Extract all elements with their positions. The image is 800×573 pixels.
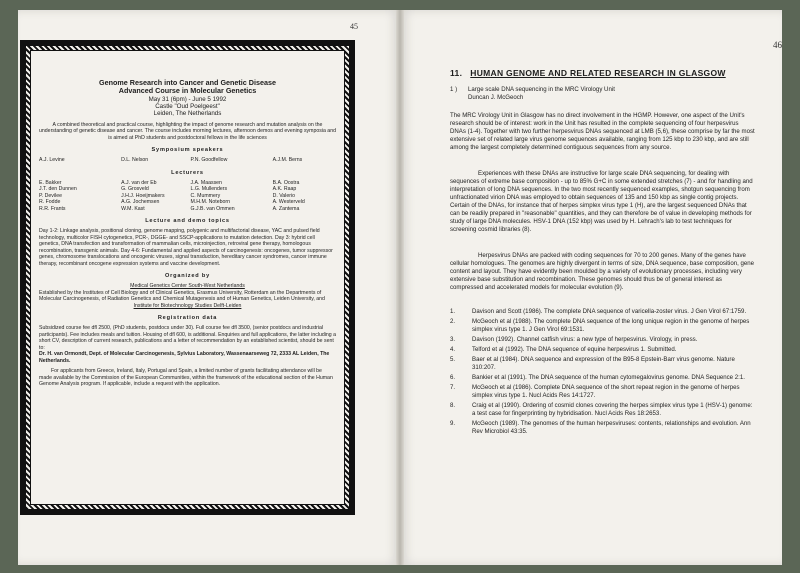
- topics-text: Day 1-2: Linkage analysis, positional cloning, genome mapping, polygenic and multifactorial disease, YAC and pulsed field technology, multicolor FISH cytogenetics, PCR-, DGGE- and SSCP-applications to mutation detection. Day 3: hybrid cell genetics, DNA transfection and transformation of mammalian cells, microinjection, retroviral gene therapy, homologous recombination, transgenic animals. Day 4-6: Fundamental and applied aspects of carcinogenesis: oncogenes, tumor suppressor genes, chromosome translocations and oncogenic viruses, signal transduction, hereditary cancer syndromes, cancer immune therapy, recombinant oncogene expression systems and vaccine development.: [39, 228, 333, 267]
- left-page-number: 45: [350, 22, 358, 31]
- lecturer: R.R. Frants: [39, 205, 66, 212]
- reference-number: 8.: [450, 402, 456, 410]
- established-text: Established by the Institutes of Cell Biology and of Clinical Genetics, Erasmus University, Rotterdam an the Departments of Molecular Carcinogenesis, of Radiation Genetics and Chemical Mutagenesis and of Human Genetics, Leiden University, and: [39, 289, 325, 303]
- lecturer: J.H.J. Hoeijmakers: [121, 192, 165, 199]
- symposium-speakers: [39, 157, 336, 164]
- announcement-venue: Castle "Oud Poelgeest": [155, 103, 220, 110]
- reference-number: 2.: [450, 318, 456, 326]
- reference-item: [450, 402, 755, 418]
- item-author: Duncan J. McGeoch: [468, 94, 524, 102]
- reference-text: Craig et al (1990). Ordering of cosmid clones covering the herpes simplex virus type 1 (HSV-1) genome: a test case for fingerprinting by hybridisation. Nucl Acids Res 18:2653.: [472, 402, 753, 418]
- item-heading: [450, 86, 755, 102]
- reference-number: 7.: [450, 384, 456, 392]
- grants-text: For applicants from Greece, Ireland, Italy, Portugal and Spain, a limited number of grants facilitating attendance will be made available by the Commission of the European Communities, within the framework of the educational section of the Human Genome Analysis program. If applicable, include a request with the application.: [39, 368, 333, 388]
- lecturer: P. Devilee: [39, 192, 62, 199]
- symposium-heading: Symposium speakers: [151, 147, 224, 154]
- reference-number: 9.: [450, 420, 456, 428]
- organized-heading: Organized by: [164, 273, 211, 280]
- right-page-number: 46: [773, 40, 782, 50]
- lecturers-list: [39, 180, 336, 213]
- organizer-name: Medical Genetics Center South-West Netherlands: [130, 283, 245, 290]
- announcement-intro: A combined theoretical and practical course, highlighting the impact of genome research and mutation analysis on the understanding of genetic disease and cancer. The course includes morning lectures, afternoon demos and evening symposia and is aimed at PhD students and postdoctoral fellows in the life sciences: [39, 121, 336, 141]
- reference-text: Davison and Scott (1986). The complete DNA sequence of varicella-zoster virus. J Gen Virol 67:1759.: [472, 308, 747, 315]
- announcement-title-line1: Genome Research into Cancer and Genetic Disease: [99, 78, 276, 87]
- paragraph-1: The MRC Virology Unit in Glasgow has no direct involvement in the HGMP. However, one aspect of the Unit's research should be of interest: work in the Unit has resulted in the complete sequencing of four herpesvirus DNAs (1-4). Together with two further herpesvirus DNAs sequenced at LMB (5,6), these comprise by far the most extensive set of related large virus genome sequences available, ranging from 125 kbp to 230 kbp, and are still among the largest completely determined contiguous sequences from any source.: [450, 112, 755, 152]
- reference-text: Telford et al (1992). The DNA sequence of equine herpesvirus 1. Submitted.: [472, 346, 677, 354]
- reference-item: [450, 346, 755, 354]
- reference-number: 3.: [450, 336, 456, 344]
- reference-item: [450, 374, 755, 382]
- speaker: D.L. Nelson: [121, 157, 149, 164]
- registration-heading: Registration data: [157, 315, 218, 322]
- section-number: 11.: [450, 68, 463, 78]
- announcement-date: May 31 (6pm) - June 5 1992: [148, 95, 227, 103]
- lecturer: A. Zantema: [272, 205, 300, 212]
- reference-item: [450, 336, 755, 344]
- topics-heading: Lecture and demo topics: [145, 218, 230, 225]
- speaker: A.J.M. Berns: [272, 157, 303, 164]
- reference-text: Baer et al (1984). DNA sequence and expression of the B95-8 Epstein-Barr virus genome. Nature 310:207.: [472, 356, 735, 372]
- lecturer: J.A. Maassen: [190, 179, 222, 186]
- lecturer: E. Bakker: [39, 179, 62, 186]
- lecturer: A.G. Jochemsen: [121, 199, 160, 206]
- announcement-location: Leiden, The Netherlands: [153, 110, 222, 118]
- lecturer: G.J.B. van Ommen: [190, 205, 235, 212]
- institute-name: Institute for Biotechnology Studies Delft-Leiden: [133, 302, 242, 309]
- reference-text: Bankier et al (1991). The DNA sequence of the human cytomegalovirus genome. DNA Sequence 2:1.: [472, 374, 745, 382]
- section-title: HUMAN GENOME AND RELATED RESEARCH IN GLASGOW: [470, 68, 726, 78]
- reference-list: [450, 308, 755, 438]
- paragraph-3: Herpesvirus DNAs are packed with coding sequences for 70 to 200 genes. Many of the genes have cellular homologues. The genomes are highly divergent in terms of size, DNA sequence, base composition, gene content and layout. They have evidently been moulded by a variety of evolutionary processes, including very extensive base substitution and recombination. These genomes should thus be of general interest as compressed and accelerated models for molecular evolution (9).: [450, 252, 755, 292]
- item-label: 1 ): [450, 86, 458, 93]
- announcement-title-line2: Advanced Course in Molecular Genetics: [118, 86, 257, 96]
- reference-text: McGeoch (1989). The genomes of the human herpesviruses: contents, relationships and evolution. Ann Rev Microbiol 43:35.: [472, 420, 751, 436]
- speaker: A.J. Levine: [39, 157, 65, 164]
- lecturer: L.G. Mullenders: [190, 186, 228, 193]
- lecturer: B.A. Oostra: [272, 179, 300, 186]
- reference-item: [450, 384, 755, 400]
- reference-item: [450, 420, 755, 436]
- course-announcement-frame: [20, 40, 355, 515]
- reference-item: [450, 318, 755, 334]
- lecturer: A.J. van der Eb: [121, 179, 157, 186]
- reference-item: [450, 308, 755, 316]
- reference-item: [450, 356, 755, 372]
- reference-number: 5.: [450, 356, 456, 364]
- lecturer: M.H.M. Noteborn: [190, 199, 230, 206]
- reference-number: 4.: [450, 346, 456, 354]
- lecturer: R. Fodde: [39, 199, 61, 206]
- reference-text: McGeoch et al (1988). The complete DNA sequence of the long unique region in the genome of herpes simplex virus type 1. J Gen Virol 69:1531.: [472, 318, 750, 334]
- contact-address: Dr. H. van Ormondt, Dept. of Molecular Carcinogenesis, Sylvius Laboratory, Wassenaarseweg 72, 2333 AL Leiden, The Netherlands.: [39, 351, 330, 364]
- item-title: Large scale DNA sequencing in the MRC Virology Unit: [468, 86, 615, 93]
- lecturer: G. Grosveld: [121, 186, 149, 193]
- lecturer: C. Mummery: [190, 192, 221, 199]
- speaker: P.N. Goodfellow: [190, 157, 228, 164]
- course-announcement: [30, 50, 345, 505]
- lecturer: W.M. Kast: [121, 205, 145, 212]
- reference-text: Davison (1992). Channel catfish virus: a new type of herpesvirus. Virology, in press.: [472, 336, 698, 344]
- lecturer: A.K. Raap: [272, 186, 297, 193]
- reference-number: 1.: [450, 308, 456, 315]
- reference-text: McGeoch et al (1986). Complete DNA sequence of the short repeat region in the genome of herpes simplex virus type 1. Nucl Acids Res 14:1727.: [472, 384, 740, 400]
- lecturer: J.T. den Dunnen: [39, 186, 77, 193]
- lecturer: A. Westerveld: [272, 199, 305, 206]
- book-spine: [396, 10, 404, 565]
- paragraph-2: Experiences with these DNAs are instructive for large scale DNA sequencing, for dealing with sequences of extreme base composition - up to 85% G+C in some extended stretches (7) - and for handling and interpretation of long DNA sequences. In the two most recently sequenced examples, shotgun sequencing from unfractionated virion DNA was employed to obtain sequences of 135 and 150 kbp as single contig projects. Certain of the DNAs, for instance that of herpes simplex virus type 1 (H), are the largest sequenced DNAs that can be readily prepared in "reasonable" quantities, and they can therefore be of value in developing methods for study of large DNA molecules. HSV-1 DNA (152 kbp) was used by H. Lehrach's lab to test techniques for screening cosmid libraries (8).: [450, 170, 753, 234]
- section-heading: [450, 68, 726, 78]
- lecturer: D. Valerio: [272, 192, 295, 199]
- lecturers-heading: Lecturers: [171, 169, 204, 176]
- reference-number: 6.: [450, 374, 456, 382]
- registration-text: Subsidized course fee dfl 2500, (PhD students, postdocs under 30). Full course fee dfl 3500, (senior postdocs and industrial participants). Fee includes meals and tuition. Housing of dfl 600, is additional. Enquiries and full applications, the latter including a short CV, description of current research, publications and a letter of recommendation by an established scientist, should be sent to:: [39, 325, 337, 351]
